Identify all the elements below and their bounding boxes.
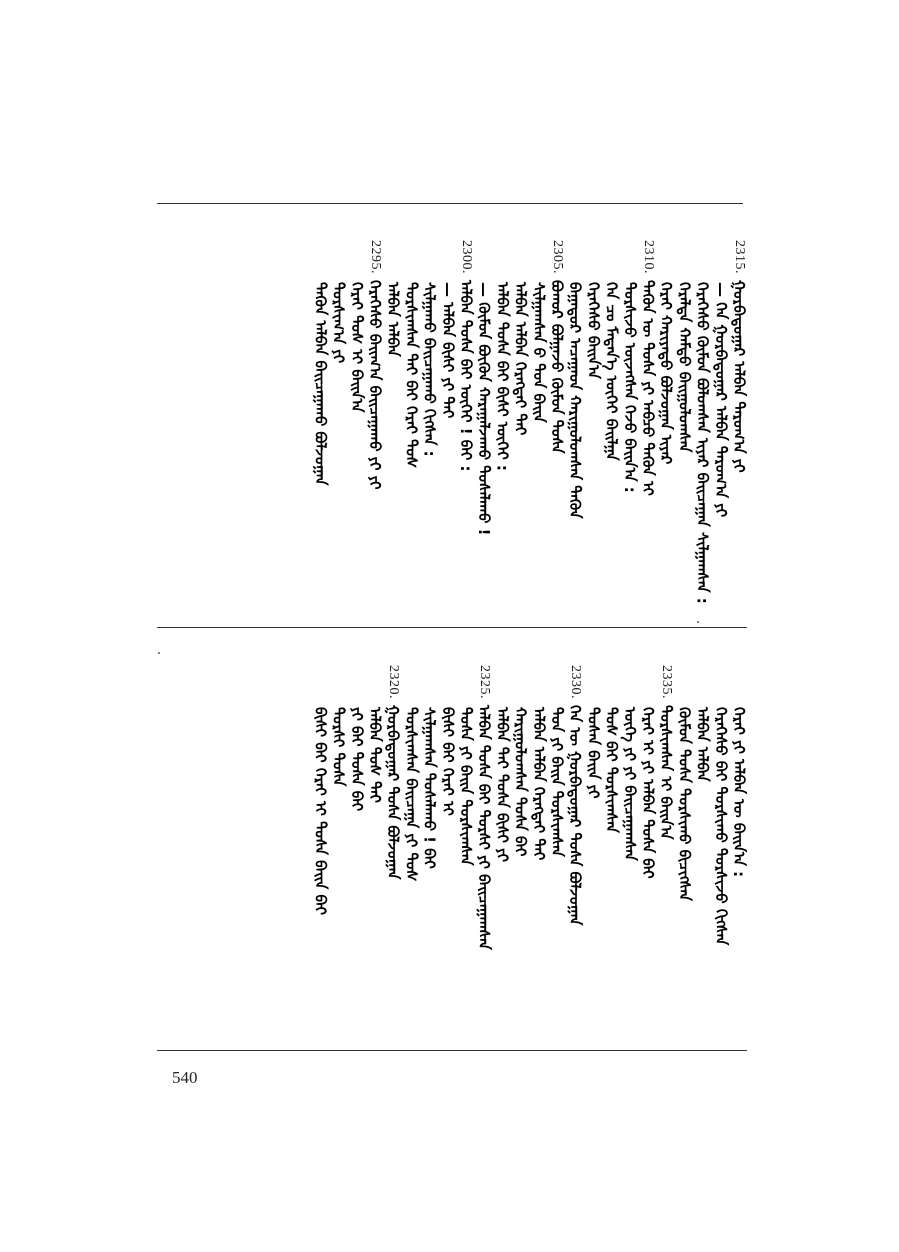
upper-text-block <box>150 240 750 610</box>
mongolian-text-line: ᠠᠯᠪᠠᠨ ᠲᠤᠰᠠ ᠪᠠᠢ ᠲᠤᠷᠰᠢ ᠶᠢ ᠪᠠᠢᠴᠠᠭᠠᠭᠰᠠᠨ <box>475 705 494 950</box>
mongolian-text-line: ᠲᠡᠭᠦᠨ ᠠᠯᠪᠠᠨ ᠪᠠᠢᠴᠠᠭᠠᠬᠤ ᠪᠣᠯᠵᠣᠭᠠᠨ <box>311 282 330 486</box>
line-number: 2295. <box>368 240 383 274</box>
mongolian-text-line: ᠰᠢᠯᠭᠠᠬᠤ ᠪᠠᠢᠴᠠᠭᠠᠬᠤ ᠬᠢᠭᠰᠡᠨ : <box>420 282 439 457</box>
mongolian-text-line: ᠠᠯᠪᠠᠨ ᠠᠯᠪᠠᠨ <box>384 282 403 357</box>
bottom-rule <box>157 1050 747 1051</box>
mongolian-text-line: ᠲᠤᠷᠰᠢᠭ᠎ᠠ ᠶᠢ <box>329 282 348 364</box>
line-number: 2320. <box>386 665 402 699</box>
mongolian-text-line: ᠲᠤᠷᠰᠢᠵᠤ ᠦᠵᠡᠭᠰᠡᠨ ᠭᠡᠵᠦ ᠪᠠᠢᠨ᠎ᠠ : <box>620 282 639 493</box>
mongolian-text-line: ᠠᠯᠪᠠᠨ ᠲᠤᠰ ᠲᠡᠢ <box>366 707 384 803</box>
mongolian-text-line: ᠲᠤᠨ ᠶᠢ ᠪᠠᠢᠨ ᠲᠤᠷᠰᠢᠭᠰᠠᠨ <box>548 707 566 857</box>
mongolian-text-line: ᠪᠠᠭᠠᠳᠤᠷ ᠠᠴᠠᠭᠠᠳ ᠬᠠᠷᠢᠭᠤᠯᠤᠭᠰᠠᠨ ᠲᠡᠭᠦᠨ <box>566 282 585 519</box>
mongolian-text-line: ᠲᠤᠰ ᠪᠠᠢ ᠲᠤᠷᠰᠢᠭᠰᠠᠨ <box>602 707 621 833</box>
top-rule <box>157 203 743 204</box>
mongolian-text-line: ᠬᠡᠨ ᠦ ᠭᠤᠷᠪᠠᠳᠤᠭᠠᠷ ᠲᠤᠰᠠ ᠪᠣᠯᠵᠣᠭᠠᠨ <box>566 705 585 926</box>
mongolian-text-line: ᠭᠡᠷᠡᠢ ᠢ ᠶᠢ ᠠᠯᠪᠠᠨ ᠲᠤᠰᠠ ᠪᠠᠢ <box>639 707 657 879</box>
mongolian-text-line: ᠭᠤᠷᠪᠠᠳᠤᠭᠠᠷ ᠲᠤᠰᠠ ᠪᠣᠯᠵᠣᠭᠠᠨ <box>384 705 403 880</box>
mongolian-text-line: ᠭᠡᠷᠡᠯᠲᠡ ᠬᠠᠮᠲᠤ ᠪᠠᠢᠭᠤᠯᠤᠭᠰᠠᠨ <box>675 282 694 453</box>
mongolian-text-line: ᠠᠯᠪᠠᠨ ᠠᠯᠪᠠᠨ <box>693 707 712 782</box>
mongolian-text-line: ᠭᠡᠷᠡᠭᠡᠰᠦ ᠪᠠᠢ ᠲᠤᠷᠰᠢᠬᠤ ᠲᠤᠷᠰᠢᠵᠤ ᠬᠢᠭᠰᠡᠨ <box>711 707 730 946</box>
mongolian-text-line: — ᠠᠯᠪᠠᠨ ᠪᠢᠰᠢ ᠶᠢ ᠲᠡᠢ <box>438 282 457 419</box>
line-number: 2310. <box>641 240 656 274</box>
mongolian-text-line: ᠰᠢᠯᠭᠠᠭᠰᠠᠨ ᠲᠤᠰᠠᠯᠠᠬᠤ ! ᠪᠠᠢ <box>420 707 439 869</box>
mongolian-text-line: ᠬᠡᠨ ᠴᠤ ᠮᠡᠳᠡᠨ᠎ᠡ ᠦᠭᠡᠢ ᠪᠠᠢᠯᠭᠠ <box>602 282 621 461</box>
text-column <box>309 665 331 915</box>
line-number: 2335. <box>659 665 675 699</box>
mongolian-text-line: ᠲᠤᠷᠰᠢᠭᠰᠠᠨ ᠲᠡᠢ ᠪᠠᠢ ᠭᠡᠷᠡᠢ ᠲᠤᠰ <box>402 282 421 469</box>
mongolian-text-line: ᠭᠡᠷᠡᠭᠡᠰᠦ ᠪᠠᠢᠨ᠎ᠠ <box>584 282 603 379</box>
mongolian-text-line: ᠲᠡᠭᠦᠨ ᠦ ᠲᠤᠰᠠ ᠶᠢ ᠠᠪᠴᠤ ᠲᠡᠭᠦᠨ ᠢ <box>639 280 657 496</box>
line-number: 2325. <box>477 665 493 699</box>
line-number: 2330. <box>568 665 584 699</box>
mongolian-text-line: ᠪᠤᠬᠤᠷ ᠪᠤᠯᠭᠠᠵᠤ ᠬᠦᠮᠦᠨ ᠲᠤᠰᠠ <box>548 280 566 454</box>
mongolian-text-line: ᠠᠯᠪᠠᠨ ᠠᠯᠪᠠᠨ ᠬᠡᠷᠡᠭᠲᠡᠢ ᠲᠡᠢ <box>529 707 548 861</box>
scan-speck <box>158 652 160 654</box>
mongolian-text-line: ᠲᠤᠷᠰᠢ ᠲᠤᠰᠠ <box>329 707 348 787</box>
mongolian-text-line: ᠲᠤᠰᠠᠨ ᠪᠠᠢᠨ ᠶᠢ <box>584 707 603 799</box>
mongolian-text-line: ᠭᠡᠷᠡᠢ ᠬᠠᠷᠢᠶᠠᠲᠤ ᠪᠣᠯᠵᠣᠭᠠᠨ ᠢᠶᠠᠷ <box>657 282 676 465</box>
scan-speck <box>697 621 699 623</box>
mongolian-text-line: ᠲᠤᠰᠠ ᠶᠢ ᠪᠠᠢᠨ ᠲᠤᠷᠰᠢᠭᠰᠠᠨ <box>457 707 475 866</box>
mongolian-text-line: ᠭᠡᠷᠡᠢ ᠶᠢ ᠠᠯᠪᠠᠨ ᠦ ᠪᠠᠢᠨ᠎ᠠ : <box>730 707 748 878</box>
mongolian-text-line: ᠲᠤᠷᠰᠢᠭᠰᠠᠨ ᠪᠠᠢᠴᠠᠭᠠ ᠶᠢ ᠲᠤᠰ <box>402 707 421 882</box>
mongolian-text-line: ᠬᠠᠷᠢᠭᠤᠯᠤᠭᠰᠠᠨ ᠲᠤᠰᠠ ᠪᠠᠢ <box>511 707 530 857</box>
lower-text-block <box>150 665 750 1035</box>
line-number: 2300. <box>459 240 474 274</box>
mongolian-text-line: ᠠᠯᠪᠠᠨ ᠲᠡᠢ ᠲᠤᠰᠠ ᠪᠢᠰᠢ ᠶᠢ <box>493 707 512 863</box>
mongolian-text-line: — ᠬᠡᠨ ᠭᠤᠷᠪᠠᠳᠤᠭᠠᠷ ᠠᠯᠪᠠᠨ ᠳᠠᠷᠤᠭ᠎ᠠ ᠶᠢ <box>711 282 730 518</box>
text-column <box>309 240 331 485</box>
mongolian-text-line: ᠠᠯᠪᠠᠨ ᠲᠤᠰᠠ ᠪᠠᠢ ᠦᠭᠡᠢ ! ᠪᠠᠢ : <box>457 280 475 472</box>
mongolian-text-line: ᠬᠦᠮᠦᠨ ᠲᠤᠰᠠ ᠲᠤᠷᠰᠢᠬᠤ ᠪᠢᠴᠢᠭᠰᠡᠨ <box>675 707 694 902</box>
mongolian-text-line: ᠠᠯᠪᠠᠨ ᠠᠯᠪᠠᠨ ᠬᠡᠷᠡᠭᠲᠡᠢ ᠲᠡᠢ <box>511 282 530 436</box>
mongolian-text-line: ᠪᠢᠰᠢ ᠪᠠᠢ ᠭᠡᠷᠡᠢ ᠢ <box>438 707 457 816</box>
mongolian-text-line: ᠰᠢᠯᠭᠠᠭᠰᠠᠨ ᠪ ᠲᠤᠨ ᠪᠠᠢᠨ <box>529 282 548 423</box>
line-number: 2305. <box>550 240 565 274</box>
mongolian-text-line: ᠠᠯᠪᠠᠨ ᠲᠤᠰᠠ ᠪᠠᠢ ᠪᠢᠰᠢ ᠦᠭᠡᠢ : <box>493 282 512 471</box>
mongolian-text-line: ᠭᠡᠷᠡᠭᠡᠰᠦ ᠪᠠᠢᠭ᠎ᠠ ᠪᠠᠢᠴᠠᠭᠠᠬᠤ ᠶᠢ ᠶᠢ <box>366 280 384 490</box>
mongolian-text-line: ᠪᠢᠰᠢ ᠪᠠᠢ ᠭᠡᠷᠡᠢ ᠢ ᠲᠤᠰᠠ ᠪᠠᠢᠨ ᠪᠠᠢ <box>311 707 330 915</box>
mongolian-text-line: ᠭᠡᠷᠡᠢ ᠲᠤᠰ ᠢ ᠪᠠᠢᠨ᠎ᠠ <box>347 282 366 413</box>
line-number: 2315. <box>732 240 747 274</box>
mongolian-text-line: — ᠬᠦᠮᠦᠨ ᠪᠦᠬᠦᠨ ᠬᠠᠷᠠᠭᠠᠯᠵᠠᠬᠤ ᠲᠤᠰᠠᠯᠠᠬᠤ ! <box>475 282 494 536</box>
page-number: 540 <box>172 1068 198 1087</box>
mongolian-text-line: ᠭᠤᠷᠪᠠᠳᠤᠭᠠᠷ ᠠᠯᠪᠠᠨ ᠳᠠᠷᠤᠭ᠎ᠠ ᠶᠢ <box>730 280 748 473</box>
mongolian-text-line: ᠶᠢ ᠪᠠᠢ ᠲᠤᠰᠠ ᠪᠠᠢ <box>347 707 366 812</box>
middle-rule <box>157 627 747 628</box>
mongolian-text-line: ᠦᠭᠡ ᠶᠢ ᠶᠢ ᠪᠠᠢᠴᠠᠭᠠᠭᠰᠠᠨ <box>620 707 639 861</box>
mongolian-text-line: ᠲᠤᠷᠰᠢᠭᠰᠠᠨ ᠢ ᠪᠠᠢᠨ᠎ᠠ <box>657 705 676 840</box>
mongolian-text-line: ᠭᠡᠷᠡᠭᠡᠰᠦ ᠬᠦᠮᠦᠨ ᠪᠤᠯᠤᠭᠰᠠᠨ ᠢᠶᠠᠷ ᠪᠠᠢᠴᠠᠭᠠᠨ ᠰᠢᠯᠭᠠᠭᠰᠠᠨ : <box>693 282 712 604</box>
